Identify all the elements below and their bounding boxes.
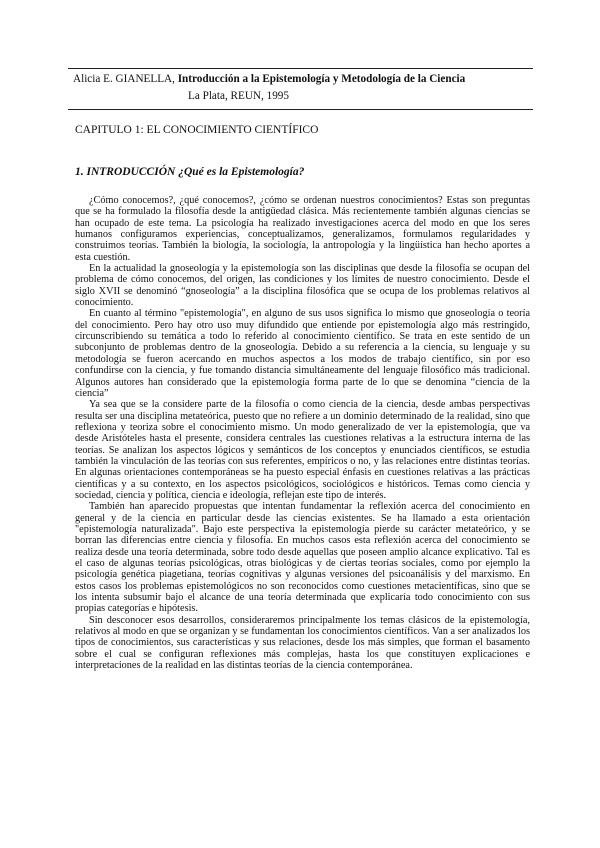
body-text [75,195,530,671]
section-heading: 1. INTRODUCCIÓN ¿Qué es la Epistemología? [75,166,305,178]
publication-info: La Plata, REUN, 1995 [188,90,289,102]
paragraph: También han aparecido propuestas que intentan fundamentar la reflexión acerca del conocimiento en general y de la ciencia en particular desde las ciencias existentes. Se ha llamado a esta orientación "epistemología naturalizada". Bajo este perspectiva la epistemología pierde su carácter metateórico, y se borran las diferencias entre ciencia y filosofía. En muchos casos esta reflexión acerca del conocimiento se realiza desde una teoría determinada, sobre todo desde aquellas que poseen amplio alcance explicativo. Tal es el caso de algunas teorías psicológicas, otras biológicas y de ciertas teorías sociales, como por ejemplo la psicología genética piagetiana, teorías cognitivas y algunas versiones del psicoanálisis y del marxismo. En estos casos los problemas epistemológicos no son reconocidos como cuestiones metacientíficas, sino que se los intenta subsumir bajo el alcance de una teoría determinada que explicaría todo conocimiento con sus propias categorías e hipótesis. [75,501,530,615]
chapter-heading: CAPITULO 1: EL CONOCIMIENTO CIENTÍFICO [75,124,319,136]
author-name: Alicia E. GIANELLA, [73,73,178,85]
citation-header [68,68,533,110]
book-title: Introducción a la Epistemología y Metodología de la Ciencia [177,73,466,85]
paragraph: ¿Cómo conocemos?, ¿qué conocemos?, ¿cómo se ordenan nuestros conocimientos? Estas son preguntas que se ha formulado la filosofía desde la antigüedad clásica. Más recientemente también algunas ciencias se han ocupado de este tema. La psicología ha realizado investigaciones acerca del modo en que los seres humanos configuramos experiencias, conceptualizamos, generalizamos, formulamos regularidades y construimos teorías. También la biología, la sociología, la antropología y la lingüística han hecho aportes a esta cuestión. [75,195,530,263]
paragraph: En la actualidad la gnoseología y la epistemología son las disciplinas que desde la filosofía se ocupan del problema de cómo conocemos, del origen, las condiciones y los límites de nuestro conocimiento. Desde el siglo XVII se denominó “gnoseología” a la disciplina filosófica que se ocupa de los problemas relativos al conocimiento. [75,263,530,309]
paragraph: Sin desconocer esos desarrollos, consideraremos principalmente los temas clásicos de la epistemología, relativos al modo en que se organizan y se fundamentan los conocimientos científicos. Van a ser analizados los tipos de conocimientos, sus características y sus relaciones, desde los más simples, que forman el basamento sobre el cual se configuran reflexiones más complejas, hasta los que constituyen explicaciones e interpretaciones de la realidad en las distintas teorías de la ciencia contemporánea. [75,614,530,672]
paragraph: Ya sea que se la considere parte de la filosofía o como ciencia de la ciencia, desde ambas perspectivas resulta ser una disciplina metateórica, puesto que no refiere a un dominio determinado de la realidad, sino que reflexiona y teoriza sobre el conocimiento mismo. Un modo generalizado de ver la epistemología, que va desde Aristóteles hasta el presente, considera centrales las cuestiones relativas a la estructura interna de las teorías. Se analizan los aspectos lógicos y semánticos de los conceptos y enunciados científicos, se estudia también la vinculación de las teorías con sus referentes, empíricos o no, y las relaciones entre distintas teorías. En algunas orientaciones contemporáneas se ha puesto especial énfasis en cuestiones relativas a las prácticas científicas y a su contexto, en los aspectos psicológicos, sociológicos e históricos. Temas como ciencia y sociedad, ciencia y política, ciencia e ideología, reflejan este tipo de interés. [75,399,530,501]
paragraph: En cuanto al término "epistemología", en alguno de sus usos significa lo mismo que gnoseología o teoría del conocimiento. Pero hay otro uso muy difundido que entiende por epistemología algo más restringido, circunscribiendo su temática a todo lo referido al conocimiento científico. Se trata en este sentido de un subconjunto de problemas dentro de la gnoseología. Debido a su referencia a la ciencia, su lenguaje y su metodología se fueron acercando en muchos aspectos a los modos de trabajo científico, sin por eso confundirse con la ciencia, y fue tomando distancia simultáneamente del lenguaje filosófico más tradicional. Algunos autores han considerado que la epistemología forma parte de lo que se denomina “ciencia de la ciencia” [75,308,530,399]
citation-line [73,73,465,85]
